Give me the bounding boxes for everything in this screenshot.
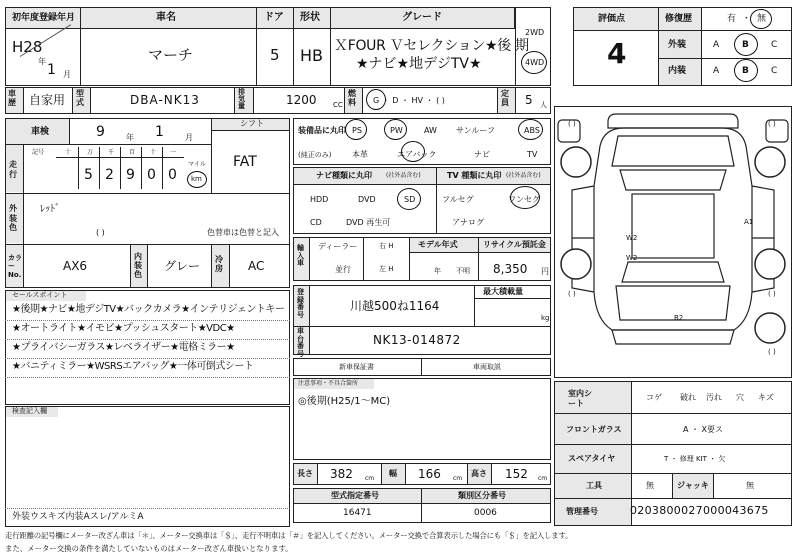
exterior-grade-b: B	[742, 40, 749, 50]
ext-color-label: 外装色	[9, 204, 17, 233]
mileage-digit-4: 9	[126, 167, 135, 183]
tools-label: 工具	[586, 481, 602, 490]
car-windshield	[620, 170, 726, 190]
equip-leather: 本革	[352, 150, 368, 159]
equip-tv: TV	[527, 150, 538, 159]
footer-line-2: また、メーター交換の条件を満たしていないものはメーター改ざん車扱いとなります。	[5, 544, 293, 553]
wheel-spare	[755, 313, 785, 343]
seat-label: 室内シート	[568, 389, 592, 409]
sales-points-label: セールスポイント	[12, 291, 68, 299]
mileage-unit-mile: マイル	[188, 161, 206, 168]
score-value: 4	[607, 37, 627, 70]
interior-color-label: 内装色	[134, 252, 142, 279]
repair-yes: 有	[727, 14, 737, 24]
plate-label: 登録番号	[297, 288, 304, 320]
class-label: 類別区分番号	[458, 491, 506, 500]
diagram-paren-tl: ( )	[568, 120, 576, 128]
ext-color-value: ﾚｯﾄﾞ	[40, 204, 60, 215]
wheel-front-left	[561, 147, 591, 177]
mileage-col-1: 十	[65, 149, 72, 156]
model-year-unknown: 不明	[456, 267, 470, 275]
width-value: 166	[418, 467, 441, 481]
mileage-col-3: 千	[108, 149, 115, 156]
plate-value: 川越500ね1164	[350, 299, 440, 313]
fuel-label: 燃料	[348, 89, 356, 107]
mgmt-number-label: 管理番号	[566, 507, 598, 516]
recycle-yen: 円	[541, 267, 549, 276]
ac-value: AC	[248, 259, 265, 273]
mileage-km-circle	[187, 171, 207, 188]
exterior-grade-a: A	[713, 40, 720, 50]
fuel-g-circle	[366, 89, 386, 110]
equip-ps: PS	[352, 126, 362, 135]
usage-value: 自家用	[29, 93, 66, 107]
color-no-label: カラーNo.	[8, 254, 22, 279]
inspector-notes-text: 外装ウスキズ内装Aスレ/アルミA	[12, 512, 144, 522]
equip-pw-circle	[384, 119, 407, 140]
equip-airbag: エアバック	[397, 150, 437, 159]
grade-line-1: ＸFOUR Ｖセレクション★後 期	[334, 38, 529, 54]
drive-4wd-circle	[521, 51, 547, 74]
wheel-rear-right	[755, 249, 785, 279]
mileage-unit-km: km	[191, 175, 202, 183]
mileage-digit-3: 2	[105, 167, 114, 183]
tv-oneseg-circle	[510, 186, 540, 209]
inspection-year-unit: 年	[126, 133, 134, 142]
diagram-paren-spare: ( )	[768, 348, 776, 356]
interior-grade-c: C	[771, 66, 778, 76]
capacity-unit: 人	[540, 101, 547, 109]
jack-label: ジャッキ	[677, 481, 709, 490]
chassis-value: NK13-014872	[373, 333, 461, 347]
inspector-notes-label: 検査記入欄	[12, 407, 47, 415]
wheel-front-right	[755, 147, 785, 177]
mileage-col-2: 万	[87, 149, 94, 156]
car-front-bumper	[608, 114, 738, 128]
import-label: 輸入車	[297, 244, 304, 268]
damage-mark-a1: A1	[744, 218, 754, 226]
repair-sep: ・	[742, 14, 752, 24]
tv-label: TV 種類に丸印	[447, 171, 502, 180]
repair-no-circle	[750, 9, 772, 29]
navi-sd: SD	[404, 195, 416, 204]
displacement-label: 排気量	[238, 88, 245, 110]
door-label: ドア	[264, 12, 284, 23]
equip-abs: ABS	[524, 126, 540, 135]
shift-label: シフト	[240, 119, 264, 128]
notes-box	[293, 378, 551, 460]
car-name-label: 車名	[156, 12, 176, 23]
import-parallel: 並行	[335, 265, 351, 274]
navi-sub: (社外品含む)	[386, 172, 421, 179]
car-name: マーチ	[148, 46, 194, 64]
seat-tear: 破れ	[680, 393, 696, 402]
inspection-month-unit: 月	[185, 133, 193, 142]
recycle-value: 8,350	[493, 262, 528, 276]
length-label: 長さ	[297, 469, 313, 478]
mileage-label: 走行	[9, 160, 17, 179]
interior-color-value: グレー	[164, 259, 201, 273]
exterior-grade-label: 外装	[668, 40, 687, 50]
tv-sub: (社外品含む)	[506, 172, 541, 179]
footer-line-1: 走行距離の記号欄にメーター改ざん車は「＊」、メーター交換車は「＄」、走行不明車は「＃」を記入してください。メーター交換で合算表示した場合にも「＄」を記入します。	[5, 531, 573, 540]
inspection-month: 1	[155, 124, 164, 140]
class-value: 0006	[474, 508, 497, 518]
first-reg-month: 1	[47, 62, 56, 78]
model-label: 型式	[76, 89, 84, 107]
height-value: 152	[505, 467, 528, 481]
width-label: 幅	[389, 469, 397, 478]
shift-value: FAT	[233, 154, 257, 170]
designation-label: 型式指定番号	[331, 491, 379, 500]
navi-cd: CD	[310, 218, 322, 227]
wheel-rear-left	[561, 249, 591, 279]
first-reg-month-unit: 月	[63, 70, 71, 79]
displacement-unit: CC	[333, 101, 343, 109]
equipment-sub: (純正のみ)	[298, 151, 332, 159]
jack-value: 無	[746, 481, 754, 490]
grade-label: グレード	[402, 12, 442, 23]
interior-grade-label: 内装	[668, 66, 687, 76]
max-load-label: 最大積載量	[483, 287, 523, 296]
equip-aw: AW	[424, 126, 437, 135]
model-year-label: モデル年式	[418, 240, 458, 249]
sales-point-line-2: ★オートライト★イモビ★プッシュスタート★VDC★	[12, 323, 235, 334]
ac-label: 冷房	[215, 255, 223, 273]
exterior-grade-circle	[734, 33, 758, 56]
diagram-paren-tr: ( )	[768, 120, 776, 128]
owner-manual: 車両取説	[473, 363, 501, 371]
mileage-col-4: 百	[129, 149, 136, 156]
equip-navi: ナビ	[474, 150, 490, 159]
sales-point-line-3: ★プライバシーガラス★レベライザー★電格ミラー★	[12, 342, 235, 353]
damage-mark-w2-lower: W2	[626, 254, 638, 262]
first-reg-era: H28	[12, 38, 43, 56]
body-shape: HB	[300, 46, 324, 65]
equip-pw: PW	[390, 126, 403, 135]
height-label: 高さ	[471, 469, 487, 478]
repair-history-label: 修復歴	[665, 14, 693, 24]
import-dealer: ディーラー	[318, 242, 358, 251]
width-unit: cm	[453, 475, 463, 482]
new-car-warranty: 新車保証書	[339, 363, 374, 371]
navi-dvd-play: DVD 再生可	[346, 218, 391, 227]
car-rear-window	[622, 262, 724, 282]
car-rear-bumper	[612, 330, 734, 344]
mileage-digit-2: 5	[84, 167, 93, 183]
navi-hdd: HDD	[310, 195, 329, 204]
repair-no: 無	[757, 14, 767, 24]
diagram-paren-br: ( )	[768, 290, 776, 298]
color-no-value: AX6	[63, 259, 88, 273]
displacement-value: 1200	[286, 93, 317, 107]
navi-label: ナビ種類に丸印	[316, 171, 372, 180]
equipment-label: 装備品に丸印	[298, 126, 346, 135]
tv-fullseg: フルセグ	[442, 195, 474, 204]
drive-4wd: 4WD	[525, 58, 545, 67]
exterior-grade-c: C	[771, 40, 778, 50]
car-hood	[612, 136, 734, 166]
first-reg-label: 初年度登録年月	[12, 13, 76, 23]
recycle-label: リサイクル預託金	[483, 240, 546, 249]
spare-tire-label: スペアタイヤ	[568, 454, 616, 463]
windshield-options: A ・ X要ス	[683, 425, 724, 434]
equip-sunroof: サンルーフ	[456, 126, 495, 135]
car-diagram	[554, 106, 792, 378]
mileage-grid	[56, 147, 184, 189]
tools-value: 無	[646, 481, 654, 490]
inspection-year: 9	[96, 124, 105, 140]
interior-grade-circle	[734, 59, 758, 82]
damage-mark-w2-upper: W2	[626, 234, 638, 242]
capacity-label: 定員	[501, 89, 509, 107]
max-load-unit: kg	[541, 314, 550, 322]
navi-dvd: DVD	[358, 195, 376, 204]
length-unit: cm	[365, 475, 375, 482]
drive-2wd: 2WD	[525, 28, 545, 37]
diagram-paren-bl: ( )	[568, 290, 576, 298]
score-label: 評価点	[598, 14, 626, 24]
windshield-label: フロントガラス	[566, 425, 622, 434]
car-trunk	[616, 286, 730, 320]
car-roof	[632, 194, 714, 258]
equip-airbag-circle	[401, 141, 425, 162]
fuel-options: G ・ D ・ HV ・ ( )	[373, 96, 445, 105]
import-right-h: 右 H	[379, 242, 394, 250]
tv-analog: アナログ	[452, 218, 484, 227]
equip-abs-circle	[518, 119, 543, 140]
sales-point-line-4: ★バニティミラー★WSRSエアバッグ★一体可倒式シート	[12, 361, 254, 372]
damage-mark-b2: B2	[674, 314, 684, 322]
warranty-box	[293, 358, 551, 376]
grade-line-2: ★ナビ★地デジTV★	[356, 56, 482, 72]
tv-oneseg: ワンセグ	[508, 195, 540, 204]
ext-color-note: 色替車は色替と記入	[207, 228, 279, 237]
mileage-digit-5: 0	[147, 167, 156, 183]
mgmt-number-value: 0203800027000043675	[630, 504, 769, 517]
chassis-label: 車台番号	[297, 327, 304, 359]
seat-burn: コゲ	[646, 393, 662, 402]
designation-value: 16471	[343, 508, 372, 518]
mileage-digit-6: 0	[168, 167, 177, 183]
shape-label: 形状	[300, 12, 320, 23]
mileage-mark-label: 記号	[32, 149, 45, 156]
seat-stain: 汚れ	[706, 393, 722, 402]
first-reg-year-unit: 年	[38, 57, 46, 66]
model-value: DBA-NK13	[130, 93, 200, 107]
door-count: 5	[270, 46, 280, 64]
model-year-unit: 年	[434, 267, 441, 275]
height-unit: cm	[538, 475, 548, 482]
capacity-value: 5	[525, 93, 533, 107]
seat-scratch: キズ	[758, 393, 774, 402]
notes-value: ◎後期(H25/1～MC)	[298, 396, 391, 407]
notes-label: 注意事項・不具合箇所	[298, 380, 359, 387]
sales-point-line-1: ★後期★ナビ★地デジTV★バックカメラ★インテリジェントキー	[12, 304, 285, 315]
seat-hole: 穴	[736, 393, 744, 402]
navi-sd-circle	[397, 188, 421, 210]
equip-ps-circle	[345, 119, 367, 140]
usage-label: 車歴	[8, 89, 16, 107]
inspection-label: 車検	[31, 127, 50, 137]
interior-grade-b: B	[742, 66, 749, 76]
length-value: 382	[330, 467, 353, 481]
spare-tire-options: T ・ 修理 KIT ・ 欠	[664, 455, 726, 463]
mileage-col-5: 十	[150, 149, 157, 156]
import-left-h: 左 H	[379, 265, 394, 273]
mileage-col-6: 一	[170, 149, 177, 156]
ext-color-paren: ( )	[96, 228, 105, 237]
interior-grade-a: A	[713, 66, 720, 76]
